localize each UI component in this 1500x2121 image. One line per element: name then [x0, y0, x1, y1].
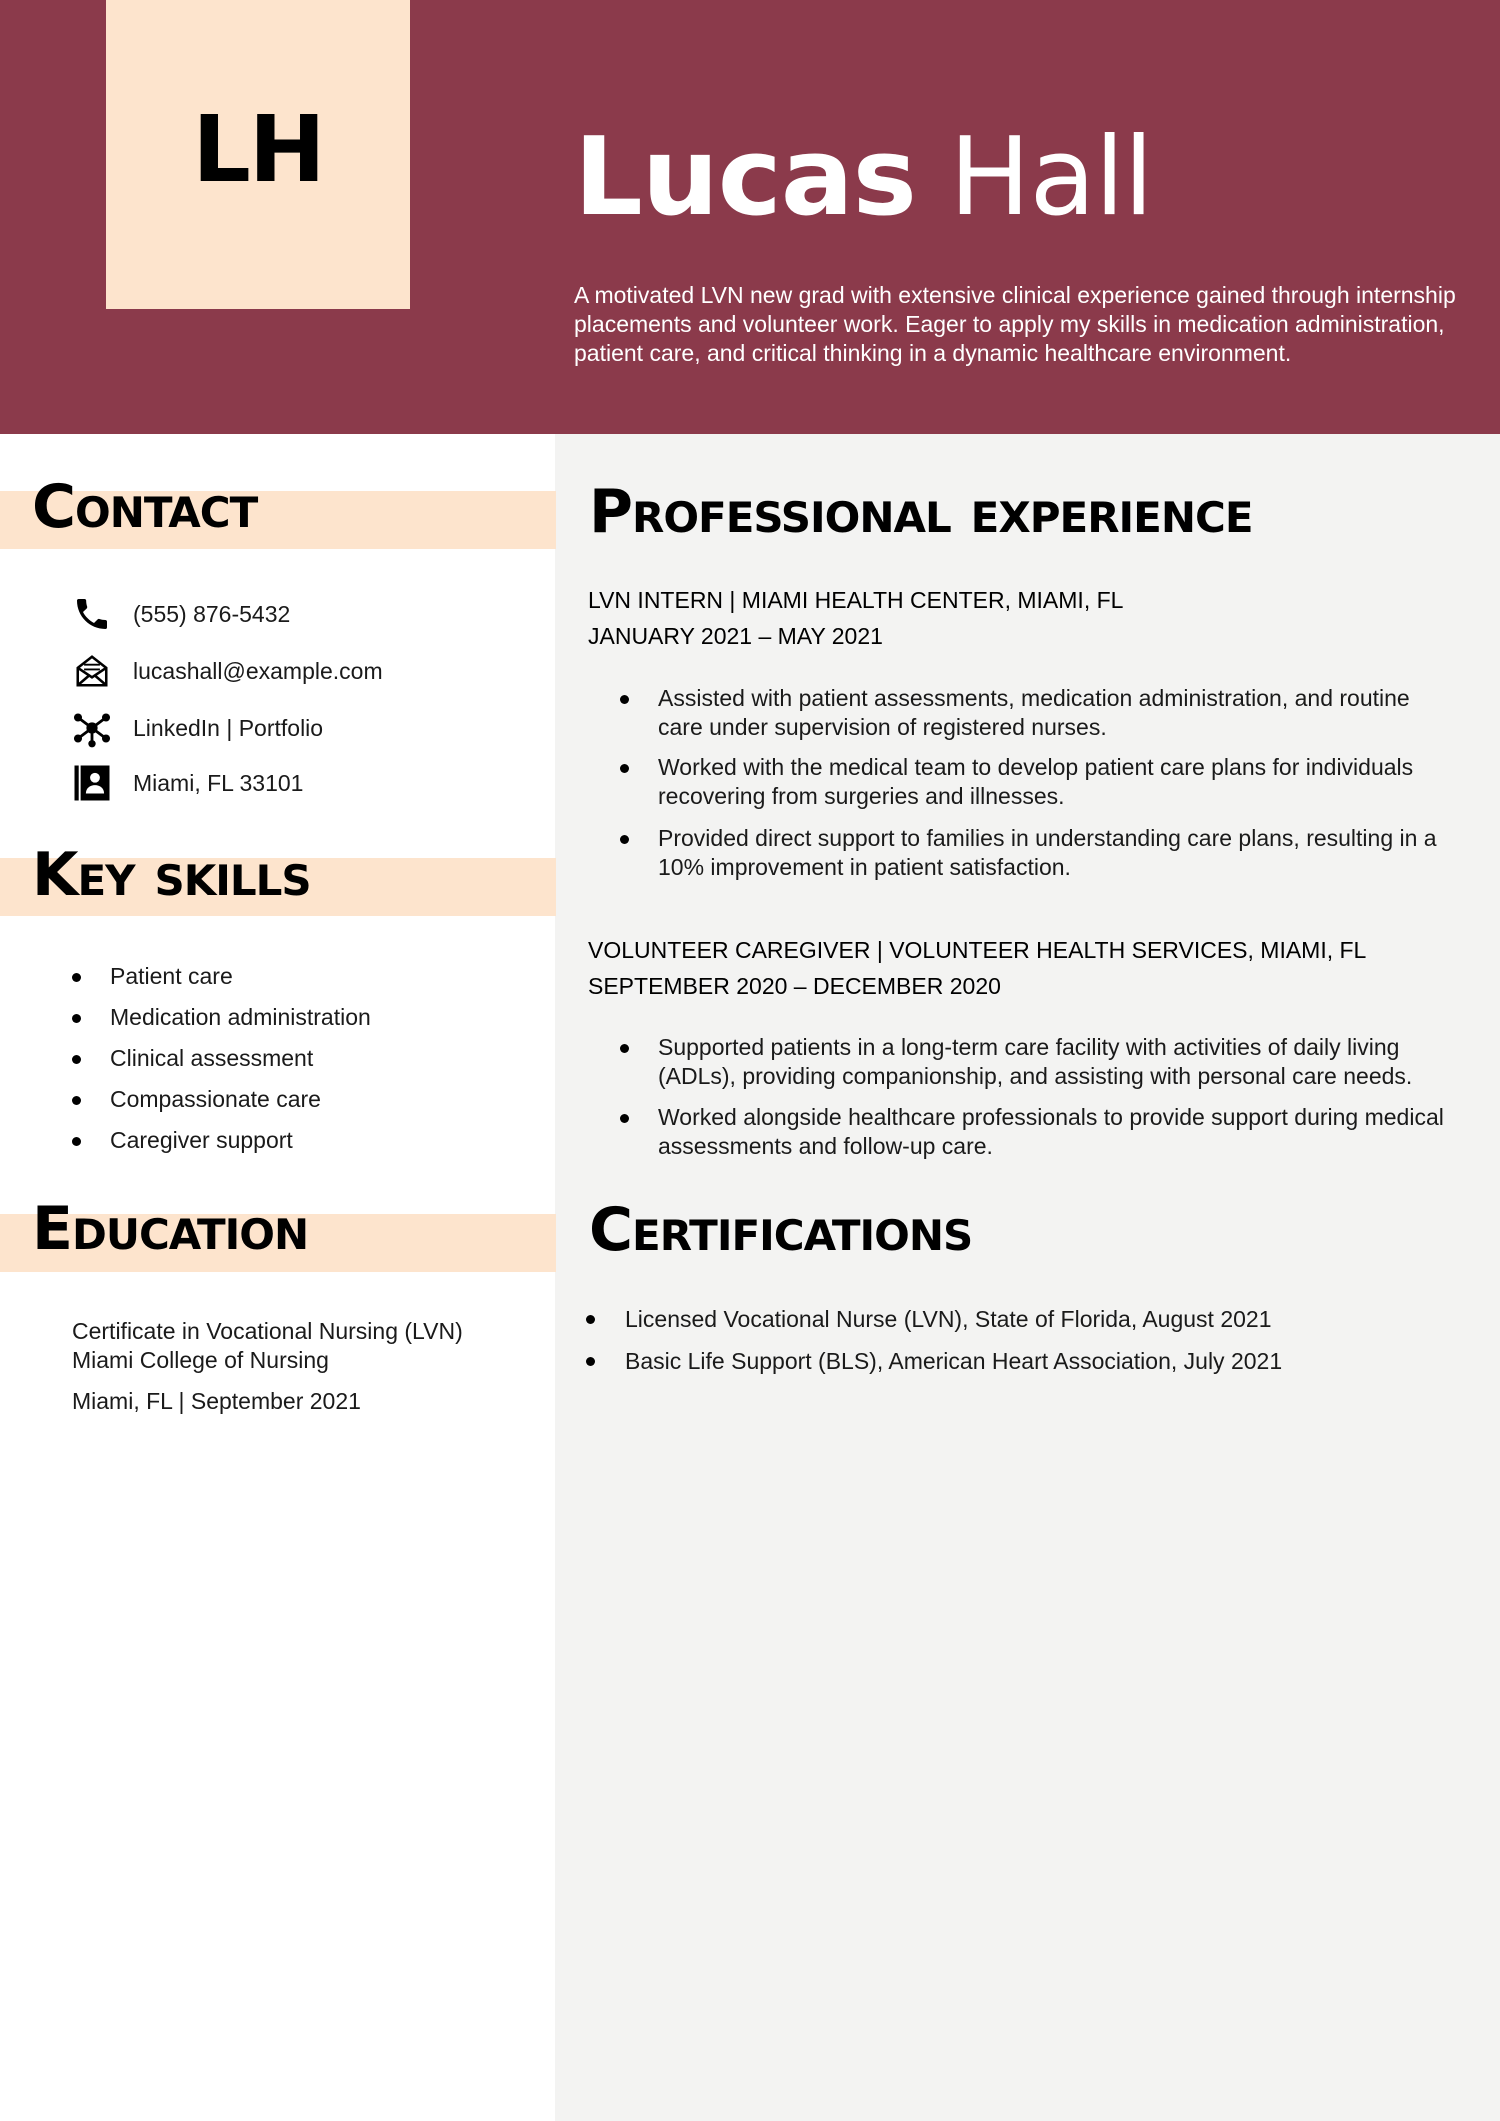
skill-item: Medication administration: [70, 999, 371, 1040]
job-bullets: [620, 684, 1450, 882]
certifications-list: [586, 1302, 1466, 1386]
job-bullet: Worked with the medical team to develop patient care plans for individuals recovering from surgeries and illnesses.: [620, 753, 1450, 824]
job-title: LVN INTERN | MIAMI HEALTH CENTER, MIAMI, FL: [588, 587, 1124, 613]
education-title: Education: [32, 1194, 309, 1264]
contact-card-icon: [70, 761, 114, 805]
job-dates: JANUARY 2021 – MAY 2021: [588, 623, 883, 649]
skills-list: [70, 958, 371, 1163]
education-degree: Certificate in Vocational Nursing (LVN): [72, 1318, 463, 1344]
last-name: Hall: [949, 115, 1153, 240]
certification-item: Licensed Vocational Nurse (LVN), State of Florida, August 2021: [586, 1302, 1466, 1344]
skill-item: Patient care: [70, 958, 371, 999]
network-icon: [70, 706, 114, 750]
phone-icon: [70, 592, 114, 636]
job-bullet: Supported patients in a long-term care facility with activities of daily living (ADLs), providing companionship, and assisting with personal care needs.: [620, 1033, 1450, 1103]
skill-item: Clinical assessment: [70, 1040, 371, 1081]
education-school: Miami College of Nursing: [72, 1347, 329, 1373]
first-name: Lucas: [574, 115, 916, 240]
job-title: VOLUNTEER CAREGIVER | VOLUNTEER HEALTH SERVICES, MIAMI, FL: [588, 937, 1367, 963]
contact-links: [70, 706, 323, 750]
contact-location: [70, 761, 303, 805]
certification-item: Basic Life Support (BLS), American Heart Association, July 2021: [586, 1344, 1466, 1386]
skills-title: Key skills: [32, 840, 311, 910]
certifications-title: Certifications: [589, 1195, 973, 1265]
email-link[interactable]: lucashall@example.com: [133, 657, 383, 684]
job-bullets: [620, 1033, 1450, 1161]
summary: A motivated LVN new grad with extensive clinical experience gained through internship placements and volunteer work. Eager to apply my skills in medication administration, patient care, and critical thinking in a dynamic healthcare environment.: [574, 282, 1456, 366]
contact-phone: [70, 592, 290, 636]
experience-title: Professional experience: [589, 477, 1253, 547]
job-bullet: Provided direct support to families in understanding care plans, resulting in a 10% improvement in patient satisfaction.: [620, 824, 1450, 882]
phone-text: (555) 876-5432: [133, 600, 291, 627]
mail-icon: [70, 649, 114, 693]
job-bullet: Worked alongside healthcare professionals to provide support during medical assessments and follow-up care.: [620, 1103, 1450, 1161]
monogram-box: [106, 0, 410, 309]
skill-item: Caregiver support: [70, 1122, 371, 1163]
job-bullet: Assisted with patient assessments, medication administration, and routine care under supervision of registered nurses.: [620, 684, 1450, 753]
education-location-date: Miami, FL | September 2021: [72, 1388, 361, 1414]
header-band: [0, 0, 1500, 434]
skill-item: Compassionate care: [70, 1081, 371, 1122]
candidate-name: [574, 115, 1153, 240]
contact-title: Contact: [32, 472, 258, 542]
links-text[interactable]: LinkedIn | Portfolio: [133, 714, 324, 741]
location-text: Miami, FL 33101: [133, 769, 304, 796]
contact-email: [70, 649, 383, 693]
monogram: LH: [192, 96, 324, 203]
job-dates: SEPTEMBER 2020 – DECEMBER 2020: [588, 973, 1001, 999]
